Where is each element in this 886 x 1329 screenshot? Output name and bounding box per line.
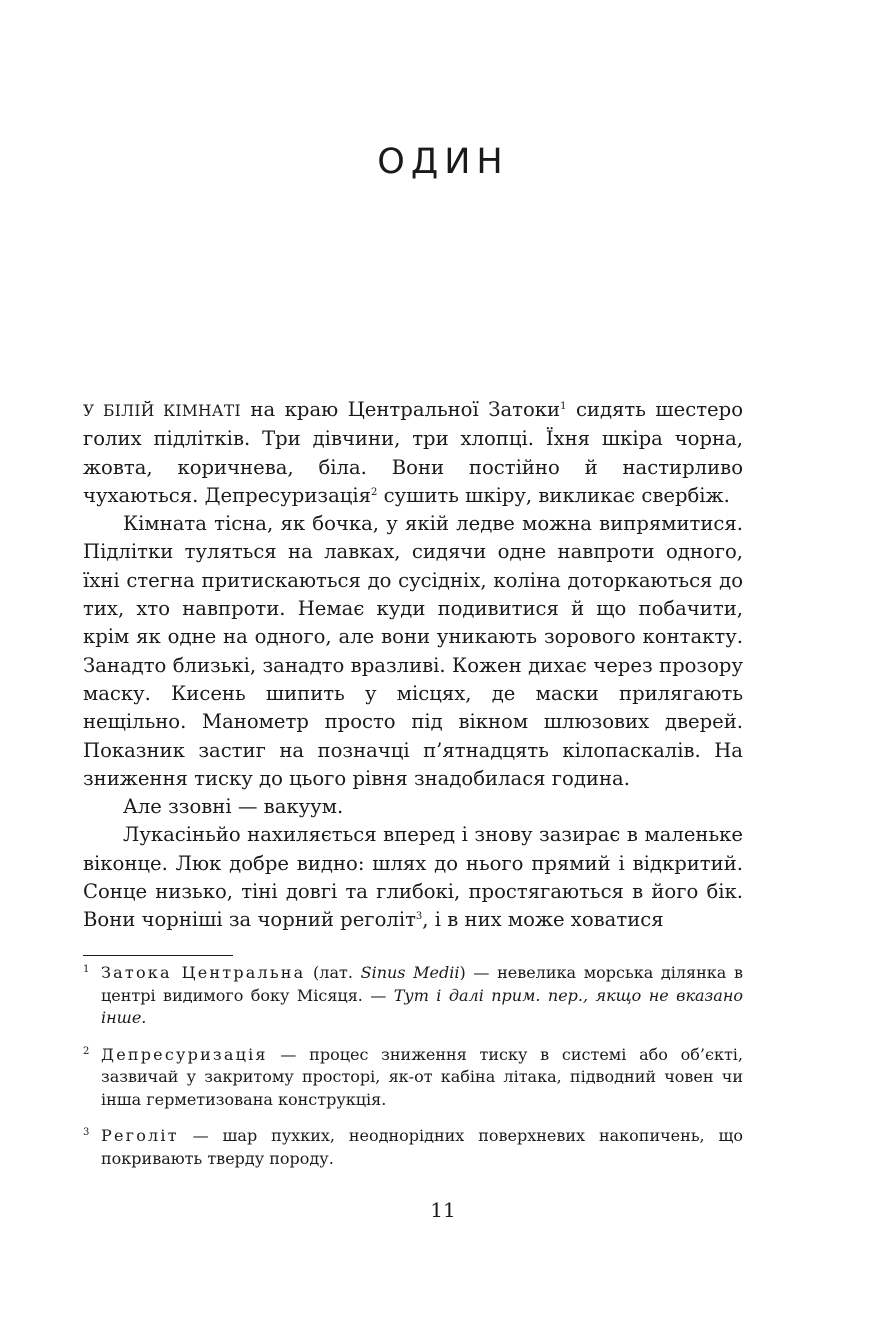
paragraph-4-text-b: , і в них може ховатися [422,908,664,932]
footnote-text: ) — невелика морська ділянка в центрі видимого боку Місяця. — [101,963,743,1005]
footnote-ref-3[interactable]: 3 [415,911,423,923]
footnote-number: 3 [83,1127,90,1138]
footnote-text: — шар пухких, неоднорідних поверхневих накопичень, що покривають тверду породу. [101,1126,743,1168]
paragraph-1-text-a: на краю Центральної Затоки [240,398,561,421]
footnote-term: Депресуризація [101,1044,268,1064]
footnote-latin: Sinus Medii [360,963,460,982]
footnote-ref-2[interactable]: 2 [371,486,378,498]
chapter-title: ОДИН [377,142,509,182]
translator-note: Тут і далі прим. пер., якщо не вказано інше. [101,985,743,1027]
footnote-1 [83,962,743,1030]
page-number: 11 [430,1198,456,1222]
footnote-text: (лат. [305,963,361,982]
footnotes [83,962,743,1184]
paragraph-2: Кімната тісна, як бочка, у якій ледве можна випрямитися. Підлітки туляться на лавках, сидячи одне навпроти одного, їхні стегна притискаються до сусідніх, коліна доторкаються до тих, хто навпроти. Немає куди подивитися й що побачити, крім як одне на одного, але вони уникають зорового контакту. Занадто близькі, занадто вразливі. Кожен дихає через прозору маску. Кисень шипить у місцях, де маски прилягають нещільно. Манометр просто під вікном шлюзових дверей. Показник застиг на позначці п’ятнадцять кілопаскалів. На зниження тиску до цього рівня знадобилася година. [83,512,743,790]
paragraph-4-text-a: Лукасіньйо нахиляється вперед і знову зазирає в маленьке віконце. Люк добре видно: шлях до нього прямий і відкритий. Сонце низько, тіні довгі та глибокі, простягаються в його бік. Вони чорніші за чорний реголіт [83,823,743,932]
paragraph-4 [83,821,743,934]
paragraph-1-text-c: сушить шкіру, викликає свербіж. [377,483,730,507]
body-text [83,396,743,935]
footnote-term: Реголіт [101,1126,179,1145]
footnote-ref-1[interactable]: 1 [560,401,567,412]
footnote-number: 1 [83,964,90,975]
paragraph-1 [83,396,743,510]
footnote-number: 2 [83,1045,90,1057]
footnote-divider [83,955,233,956]
footnote-2 [83,1044,743,1112]
footnote-term: Затока Центральна [101,963,306,982]
footnote-text: — процес зниження тиску в системі або об’єкті, зазвичай у закритому просторі, як-от кабіна літака, підводний човен чи інша герметизована конструкція. [101,1044,743,1109]
paragraph-1-text-b: сидять шестеро голих підлітків. Три дівчини, три хлопці. Їхня шкіра чорна, жовта, коричнева, біла. Вони постійно й настирливо чухаються. Депресуризація [83,398,743,507]
paragraph-3: Але ззовні — вакуум. [123,795,344,819]
opening-smallcaps: У БІЛІЙ КІМНАТІ [83,402,241,420]
footnote-3 [83,1125,743,1170]
